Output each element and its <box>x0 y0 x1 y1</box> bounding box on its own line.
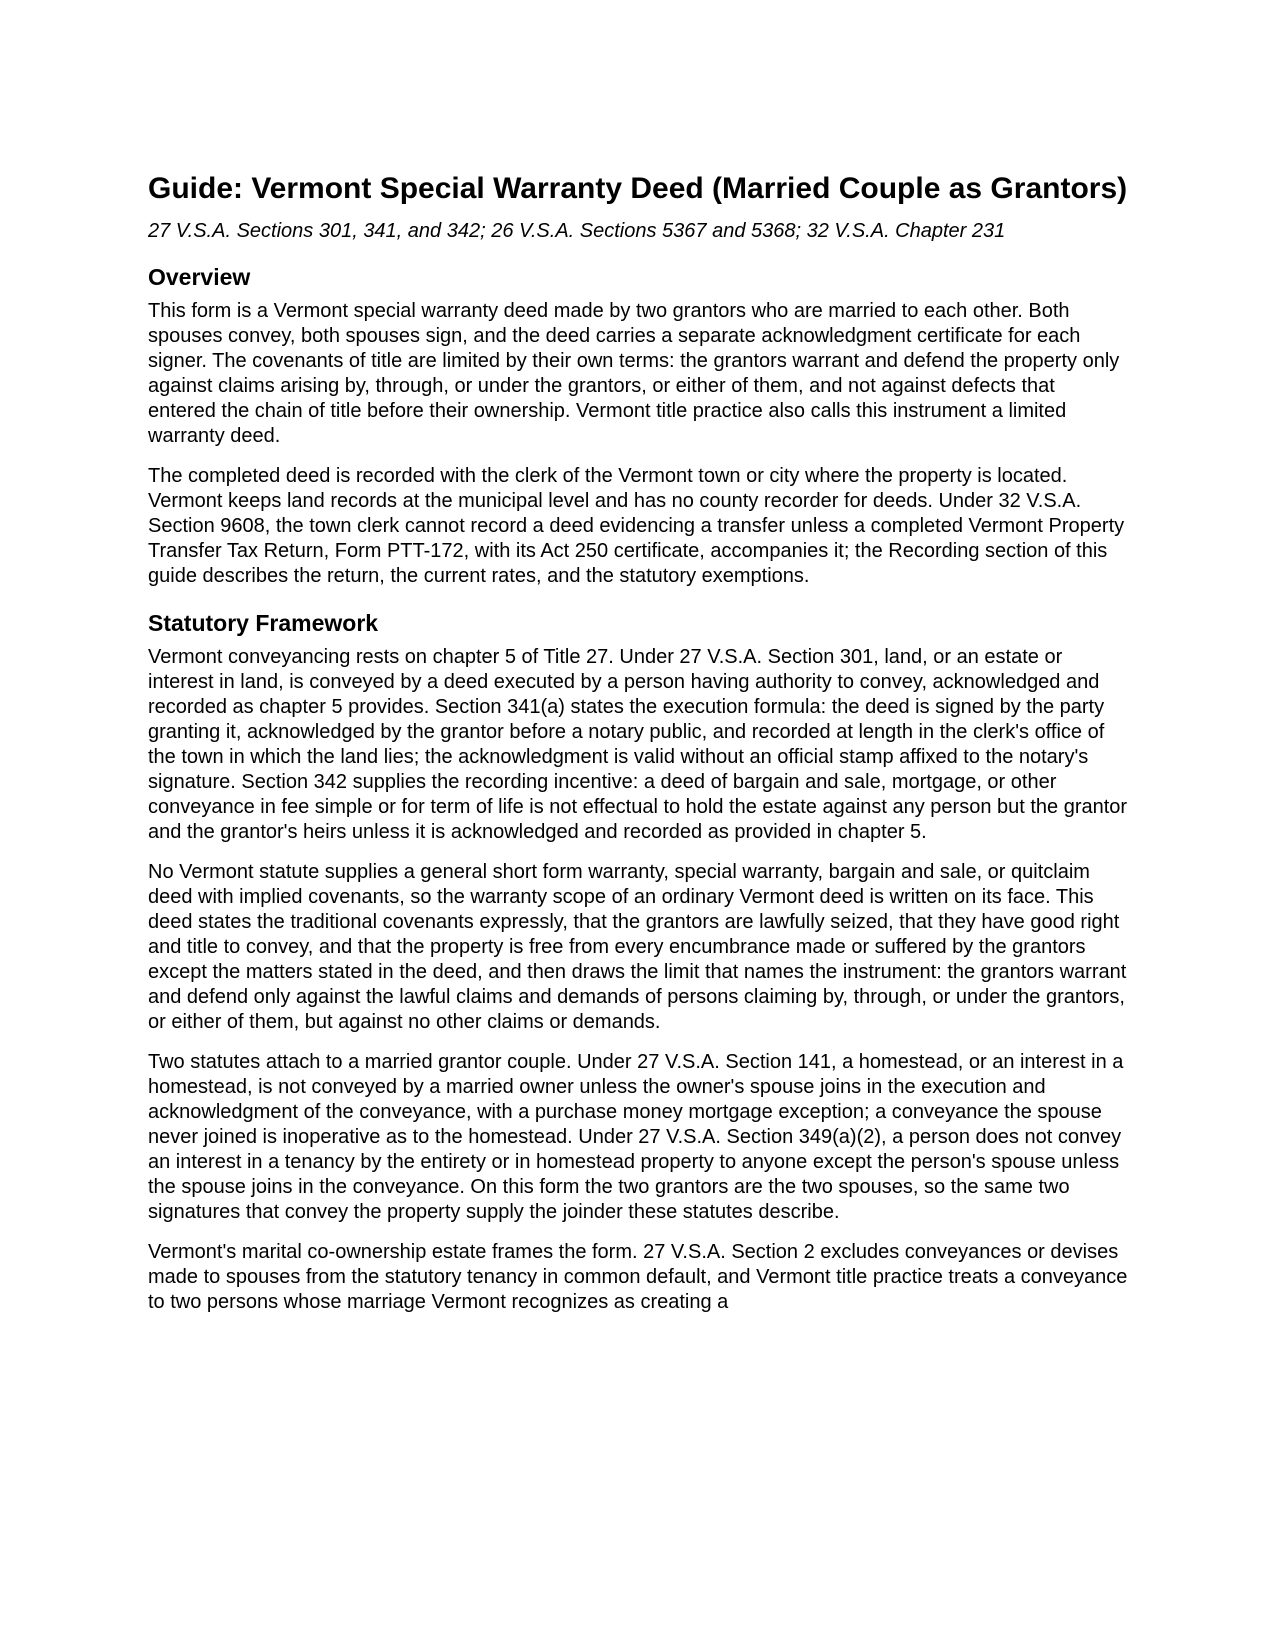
framework-paragraph-4: Vermont's marital co-ownership estate frames the form. 27 V.S.A. Section 2 excludes conveyances or devises made to spouses from the statutory tenancy in common default, and Vermont title practice treats a conveyance to two persons whose marriage Vermont recognizes as creating a <box>148 1241 1128 1313</box>
framework-paragraph-3: Two statutes attach to a married grantor couple. Under 27 V.S.A. Section 141, a homestead, or an interest in a homestead, is not conveyed by a married owner unless the owner's spouse joins in the execution and acknowledgment of the conveyance, with a purchase money mortgage exception; a conveyance the spouse never joined is inoperative as to the homestead. Under 27 V.S.A. Section 349(a)(2), a person does not convey an interest in a tenancy by the entirety or in homestead property to anyone except the person's spouse unless the spouse joins in the conveyance. On this form the two grantors are the two spouses, so the same two signatures that convey the property supply the joinder these statutes describe. <box>148 1051 1124 1223</box>
statute-citation: 27 V.S.A. Sections 301, 341, and 342; 26 V.S.A. Sections 5367 and 5368; 32 V.S.A. Chapter 231 <box>148 220 1006 242</box>
section-heading-statutory-framework: Statutory Framework <box>148 610 379 636</box>
framework-paragraph-2: No Vermont statute supplies a general short form warranty, special warranty, bargain and sale, or quitclaim deed with implied covenants, so the warranty scope of an ordinary Vermont deed is written on its face. This deed states the traditional covenants expressly, that the grantors are lawfully seized, that they have good right and title to convey, and that the property is free from every encumbrance made or suffered by the grantors except the matters stated in the deed, and then draws the limit that names the instrument: the grantors warrant and defend only against the lawful claims and demands of persons claiming by, through, or under the grantors, or either of them, but against no other claims or demands. <box>148 861 1127 1033</box>
document-page <box>148 172 1128 1330</box>
section-heading-overview: Overview <box>148 264 251 290</box>
overview-paragraph-1: This form is a Vermont special warranty deed made by two grantors who are married to each other. Both spouses convey, both spouses sign, and the deed carries a separate acknowledgment certificate for each signer. The covenants of title are limited by their own terms: the grantors warrant and defend the property only against claims arising by, through, or under the grantors, or either of them, and not against defects that entered the chain of title before their ownership. Vermont title practice also calls this instrument a limited warranty deed. <box>148 300 1120 447</box>
framework-paragraph-1: Vermont conveyancing rests on chapter 5 of Title 27. Under 27 V.S.A. Section 301, land, or an estate or interest in land, is conveyed by a deed executed by a person having authority to convey, acknowledged and recorded as chapter 5 provides. Section 341(a) states the execution formula: the deed is signed by the party granting it, acknowledged by the grantor before a notary public, and recorded at length in the clerk's office of the town in which the land lies; the acknowledgment is valid without an official stamp affixed to the notary's signature. Section 342 supplies the recording incentive: a deed of bargain and sale, mortgage, or other conveyance in fee simple or for term of life is not effectual to hold the estate against any person but the grantor and the grantor's heirs unless it is acknowledged and recorded as provided in chapter 5. <box>148 646 1128 843</box>
overview-paragraph-2: The completed deed is recorded with the clerk of the Vermont town or city where the property is located. Vermont keeps land records at the municipal level and has no county recorder for deeds. Under 32 V.S.A. Section 9608, the town clerk cannot record a deed evidencing a transfer unless a completed Vermont Property Transfer Tax Return, Form PTT-172, with its Act 250 certificate, accompanies it; the Recording section of this guide describes the return, the current rates, and the statutory exemptions. <box>148 465 1125 587</box>
page-title: Guide: Vermont Special Warranty Deed (Married Couple as Grantors) <box>148 172 1128 205</box>
